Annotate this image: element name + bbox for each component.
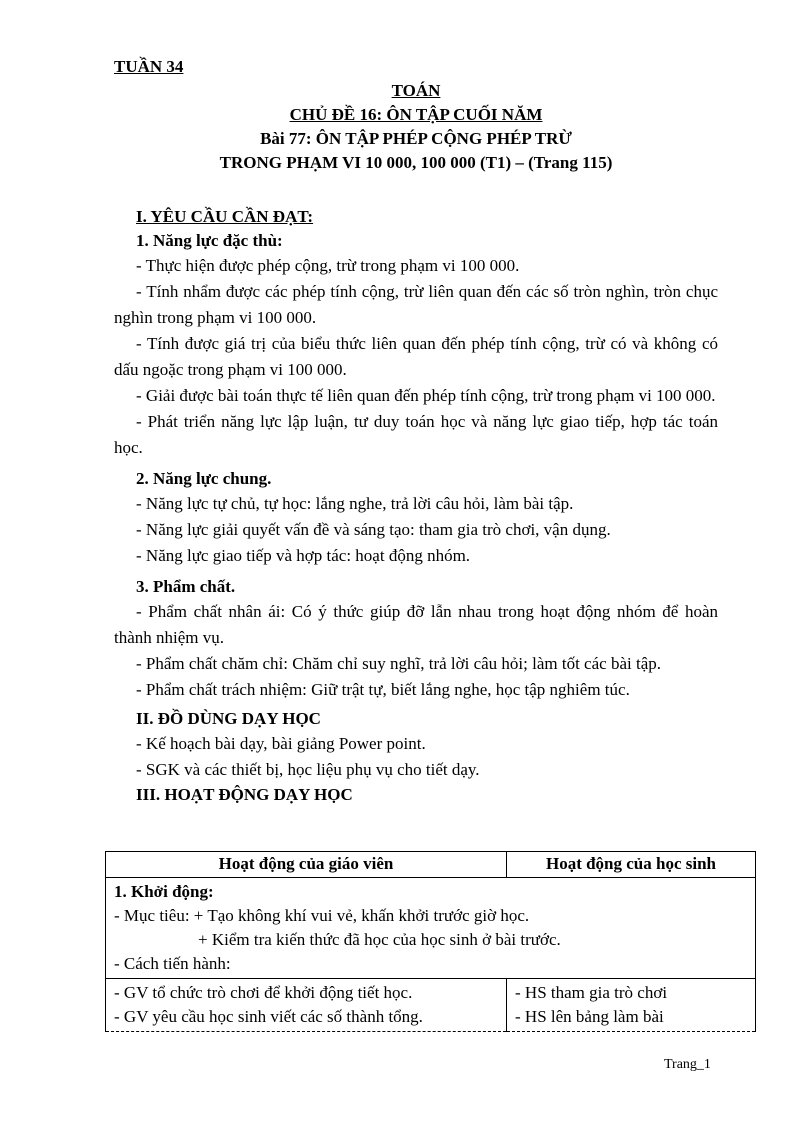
sub-3-item: - Phẩm chất nhân ái: Có ý thức giúp đỡ lẫn nhau trong hoạt động nhóm để hoàn thành nhiệm vụ. — [114, 602, 718, 647]
sub-1-item: - Tính nhẩm được các phép tính cộng, trừ liên quan đến các số tròn nghìn, tròn chục nghìn trong phạm vi 100 000. — [114, 282, 718, 327]
warmup-method: - Cách tiến hành: — [114, 954, 231, 973]
sub-1-item: - Tính được giá trị của biểu thức liên quan đến phép tính cộng, trừ có và không có dấu ngoặc trong phạm vi 100 000. — [114, 334, 718, 379]
sub-3-heading: 3. Phẩm chất. — [136, 577, 236, 596]
table-header-row — [106, 852, 756, 878]
activity-table — [105, 851, 756, 1032]
topic-text: CHỦ ĐỀ 16: ÔN TẬP CUỐI NĂM — [289, 105, 543, 124]
section-2-item: - Kế hoạch bài dạy, bài giảng Power point. — [136, 734, 426, 753]
table-row — [106, 979, 756, 1032]
section-2-item: - SGK và các thiết bị, học liệu phụ vụ cho tiết dạy. — [136, 760, 480, 779]
sub-2-heading: 2. Năng lực chung. — [136, 469, 272, 488]
sub-2-item: - Năng lực giải quyết vấn đề và sáng tạo: tham gia trò chơi, vận dụng. — [136, 520, 611, 539]
student-activity: - HS tham gia trò chơi — [515, 983, 668, 1002]
student-activity: - HS lên bảng làm bài — [515, 1007, 664, 1026]
student-column-header: Hoạt động của học sinh — [507, 852, 756, 878]
warmup-goal-1: - Mục tiêu: + Tạo không khí vui vẻ, khấn khởi trước giờ học. — [114, 906, 530, 925]
document-page — [114, 55, 718, 807]
topic-title — [114, 103, 718, 127]
sub-1-item: - Giải được bài toán thực tế liên quan đến phép tính cộng, trừ trong phạm vi 100 000. — [136, 386, 716, 405]
subject-title — [114, 79, 718, 103]
teacher-activity-cell — [106, 979, 507, 1032]
warmup-title: 1. Khởi động: — [114, 882, 214, 901]
section-3-heading: III. HOẠT ĐỘNG DẠY HỌC — [136, 785, 353, 804]
sub-3-item: - Phẩm chất trách nhiệm: Giữ trật tự, biết lắng nghe, học tập nghiêm túc. — [136, 680, 630, 699]
sub-3-item: - Phẩm chất chăm chỉ: Chăm chỉ suy nghĩ, trả lời câu hỏi; làm tốt các bài tập. — [136, 654, 661, 673]
sub-1-item: - Phát triển năng lực lập luận, tư duy toán học và năng lực giao tiếp, hợp tác toán học. — [114, 412, 718, 457]
teacher-activity: - GV tổ chức trò chơi để khởi động tiết học. — [114, 983, 413, 1002]
warmup-goal-2: + Kiểm tra kiến thức đã học của học sinh ở bài trước. — [198, 930, 561, 949]
sub-2-item: - Năng lực tự chủ, tự học: lắng nghe, trả lời câu hỏi, làm bài tập. — [136, 494, 574, 513]
lesson-range: TRONG PHẠM VI 10 000, 100 000 (T1) – (Trang 115) — [219, 153, 613, 172]
teacher-activity: - GV yêu cầu học sinh viết các số thành tổng. — [114, 1007, 423, 1026]
student-activity-cell — [507, 979, 756, 1032]
subject-text: TOÁN — [391, 81, 441, 100]
sub-1-item: - Thực hiện được phép cộng, trừ trong phạm vi 100 000. — [136, 256, 520, 275]
week-label: TUẦN 34 — [114, 57, 184, 76]
lesson-title: Bài 77: ÔN TẬP PHÉP CỘNG PHÉP TRỪ — [260, 129, 572, 148]
section-1-title: I. YÊU CẦU CẦN ĐẠT: — [136, 207, 314, 226]
sub-2-item: - Năng lực giao tiếp và hợp tác: hoạt động nhóm. — [136, 546, 471, 565]
warmup-cell — [106, 878, 756, 979]
teacher-column-header: Hoạt động của giáo viên — [106, 852, 507, 878]
page-number: Trang_1 — [664, 1057, 711, 1072]
section-2-heading: II. ĐỒ DÙNG DẠY HỌC — [136, 709, 321, 728]
sub-1-heading: 1. Năng lực đặc thù: — [136, 231, 283, 250]
section-1-heading — [114, 205, 718, 229]
table-row — [106, 878, 756, 979]
